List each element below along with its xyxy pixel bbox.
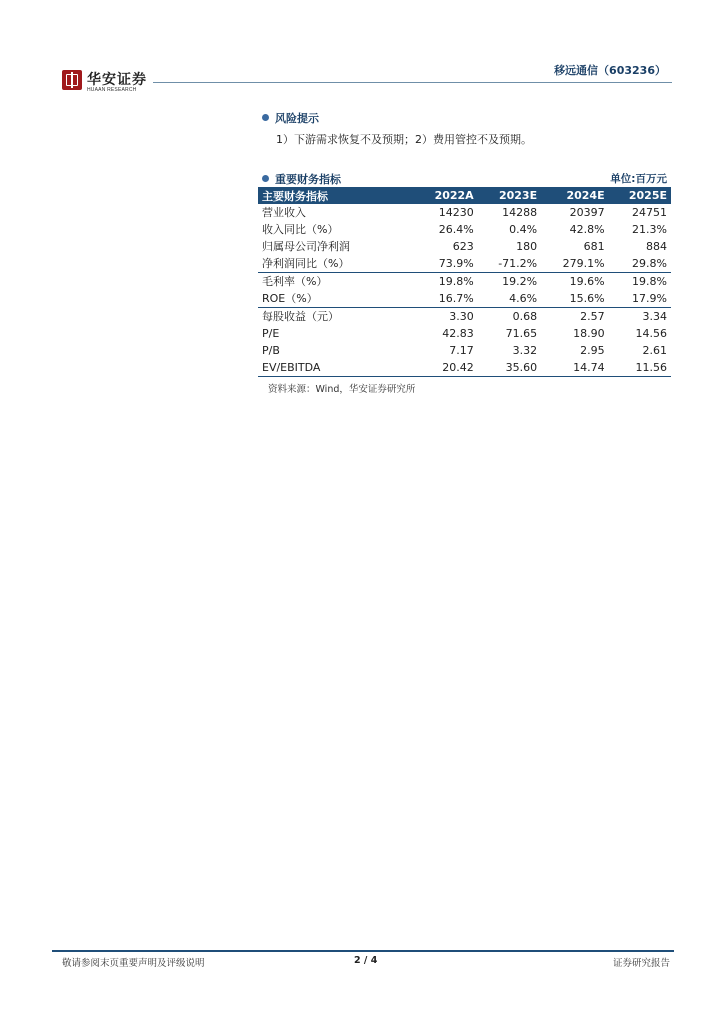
table-cell: 3.30 xyxy=(449,310,474,323)
footer-disclaimer: 敬请参阅末页重要声明及评级说明 xyxy=(62,958,205,969)
table-cell: 20397 xyxy=(569,206,605,219)
row-label: P/B xyxy=(262,344,280,357)
row-label: 营业收入 xyxy=(262,206,306,219)
table-cell: 884 xyxy=(646,240,667,253)
company-logo xyxy=(62,70,152,96)
logo-seal-icon xyxy=(62,70,82,90)
table-cell: 0.4% xyxy=(509,223,538,236)
table-cell: 7.17 xyxy=(449,344,474,357)
source-note: 资料来源：Wind，华安证券研究所 xyxy=(268,384,416,395)
table-cell: -71.2% xyxy=(478,255,541,273)
table-cell: 19.8% xyxy=(632,275,667,288)
table-cell: 15.6% xyxy=(541,290,609,308)
row-label: 每股收益（元） xyxy=(262,310,339,323)
header-divider xyxy=(153,82,672,83)
row-label: EV/EBITDA xyxy=(258,359,414,377)
table-cell: 279.1% xyxy=(541,255,609,273)
table-cell: 2.57 xyxy=(580,310,605,323)
table-cell: 3.34 xyxy=(642,310,667,323)
risk-text: 1）下游需求恢复不及预期；2）费用管控不及预期。 xyxy=(276,133,532,146)
table-cell: 180 xyxy=(516,240,538,253)
table-cell: 29.8% xyxy=(609,255,671,273)
table-cell: 71.65 xyxy=(505,327,538,340)
financials-heading-text: 重要财务指标 xyxy=(275,173,341,186)
risk-heading xyxy=(262,110,319,126)
table-cell: 24751 xyxy=(632,206,667,219)
table-row xyxy=(258,221,671,238)
column-header: 2022A xyxy=(414,187,478,204)
table-row xyxy=(258,238,671,255)
table-cell: 19.8% xyxy=(438,275,474,288)
row-label: ROE（%） xyxy=(258,290,414,308)
table-cell: 14288 xyxy=(502,206,538,219)
table-cell: 17.9% xyxy=(609,290,671,308)
row-label: 收入同比（%） xyxy=(262,223,339,236)
table-row xyxy=(258,255,671,273)
bullet-icon xyxy=(262,175,269,182)
table-row xyxy=(258,273,671,291)
report-stock-title: 移远通信（603236） xyxy=(554,64,666,77)
table-cell: 2.95 xyxy=(580,344,605,357)
footer-report-type: 证券研究报告 xyxy=(612,958,670,969)
table-row xyxy=(258,290,671,308)
table-row xyxy=(258,308,671,326)
table-cell: 18.90 xyxy=(573,327,605,340)
table-cell: 21.3% xyxy=(632,223,667,236)
row-label: 净利润同比（%） xyxy=(258,255,414,273)
unit-label: 单位:百万元 xyxy=(610,173,667,185)
column-header: 2024E xyxy=(541,187,609,204)
row-label: P/E xyxy=(262,327,280,340)
row-label: 归属母公司净利润 xyxy=(262,240,350,253)
risk-heading-text: 风险提示 xyxy=(275,112,319,125)
table-header-row xyxy=(258,187,671,204)
table-cell: 73.9% xyxy=(414,255,478,273)
table-cell: 19.2% xyxy=(502,275,538,288)
row-label: 毛利率（%） xyxy=(262,275,328,288)
table-cell: 42.8% xyxy=(569,223,605,236)
bullet-icon xyxy=(262,114,269,121)
table-cell: 2.61 xyxy=(642,344,667,357)
column-header: 2023E xyxy=(478,187,541,204)
table-cell: 16.7% xyxy=(414,290,478,308)
table-cell: 3.32 xyxy=(512,344,538,357)
column-header: 2025E xyxy=(609,187,671,204)
table-cell: 19.6% xyxy=(569,275,605,288)
table-cell: 20.42 xyxy=(414,359,478,377)
table-cell: 26.4% xyxy=(438,223,474,236)
table-row xyxy=(258,342,671,359)
table-cell: 14230 xyxy=(438,206,474,219)
table-cell: 0.68 xyxy=(512,310,538,323)
table-cell: 14.74 xyxy=(541,359,609,377)
column-header: 主要财务指标 xyxy=(258,187,414,204)
financials-heading xyxy=(262,171,341,187)
page-number: 2 / 4 xyxy=(354,955,378,966)
financial-table xyxy=(258,187,671,377)
table-row xyxy=(258,204,671,221)
table-row xyxy=(258,325,671,342)
table-row xyxy=(258,359,671,377)
table-cell: 623 xyxy=(452,240,474,253)
logo-name-cn: 华安证券 xyxy=(87,72,147,88)
table-cell: 14.56 xyxy=(635,327,667,340)
table-cell: 4.6% xyxy=(478,290,541,308)
footer-divider xyxy=(52,950,674,952)
table-cell: 42.83 xyxy=(442,327,474,340)
table-cell: 681 xyxy=(583,240,605,253)
table-cell: 35.60 xyxy=(478,359,541,377)
logo-name-en: HUAAN RESEARCH xyxy=(87,87,137,93)
table-cell: 11.56 xyxy=(609,359,671,377)
